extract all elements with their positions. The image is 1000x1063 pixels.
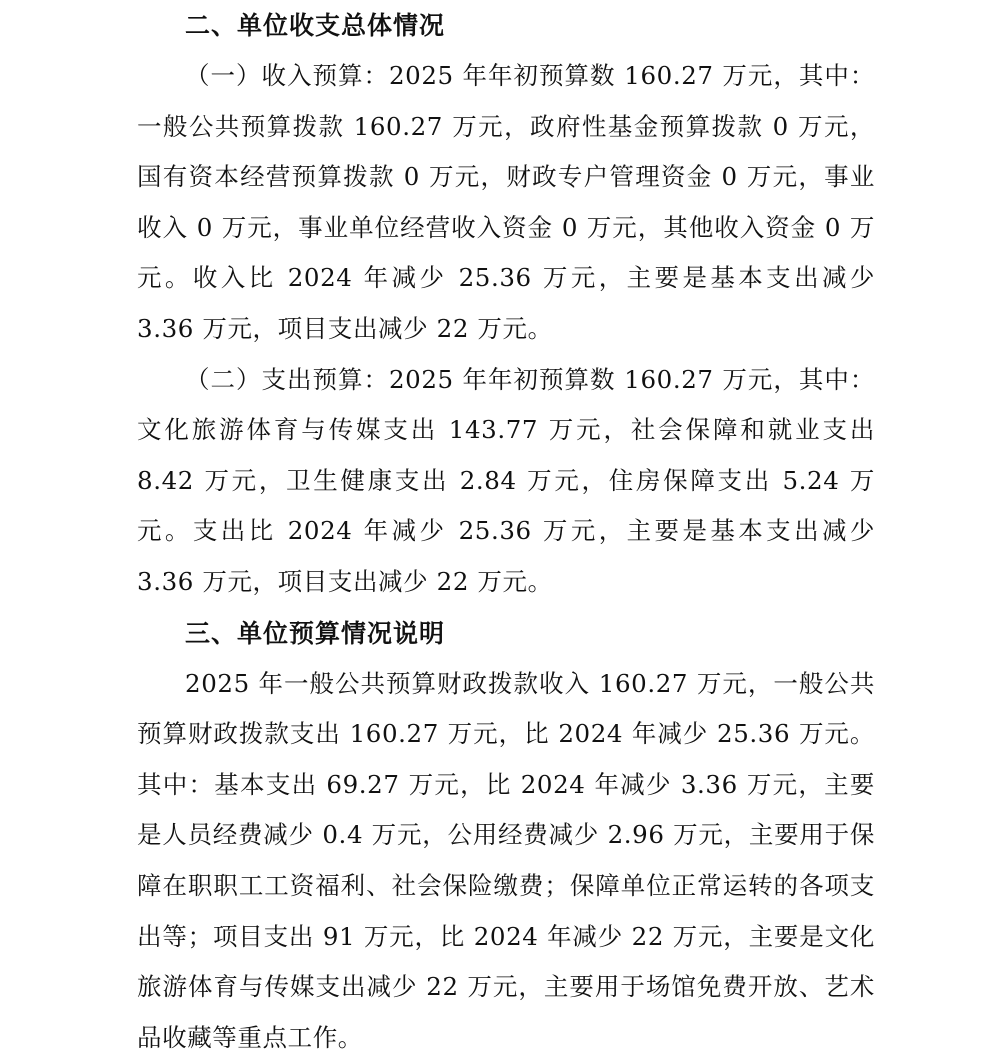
expenditure-budget-text: 2025 年年初预算数 160.27 万元，其中：文化旅游体育与传媒支出 143.77 万元，社会保障和就业支出 8.42 万元，卫生健康支出 2.84 万元，住房保障支出 5.24 万元。支出比 2024 年减少 25.36 万元，主要是基本支出减少 3.36 万元，项目支出减少 22 万元。 <box>137 364 875 596</box>
income-budget-paragraph <box>137 51 875 355</box>
document-page <box>137 0 875 1063</box>
income-budget-label: （一）收入预算： <box>185 61 389 90</box>
section-heading-overall: 二、单位收支总体情况 <box>185 11 446 40</box>
expenditure-budget-paragraph <box>137 355 875 608</box>
section-heading-budget-explanation: 三、单位预算情况说明 <box>185 618 446 648</box>
income-budget-text: 2025 年年初预算数 160.27 万元，其中：一般公共预算拨款 160.27 万元，政府性基金预算拨款 0 万元，国有资本经营预算拨款 0 万元，财政专户管理资金 0 万元，事业收入 0 万元，事业单位经营收入资金 0 万元，其他收入资金 0 万元。收入比 2024 年减少 25.36 万元，主要是基本支出减少 3.36 万元，项目支出减少 22 万元。 <box>137 61 875 343</box>
expenditure-budget-label: （二）支出预算： <box>185 364 389 394</box>
budget-explanation-paragraph: 2025 年一般公共预算财政拨款收入 160.27 万元，一般公共预算财政拨款支出 160.27 万元，比 2024 年减少 25.36 万元。其中：基本支出 69.27 万元，比 2024 年减少 3.36 万元，主要是人员经费减少 0.4 万元，公用经费减少 2.96 万元，主要用于保障在职职工工资福利、社会保险缴费；保障单位正常运转的各项支出等；项目支出 91 万元，比 2024 年减少 22 万元，主要是文化旅游体育与传媒支出减少 22 万元，主要用于场馆免费开放、艺术品收藏等重点工作。 <box>137 668 875 1052</box>
